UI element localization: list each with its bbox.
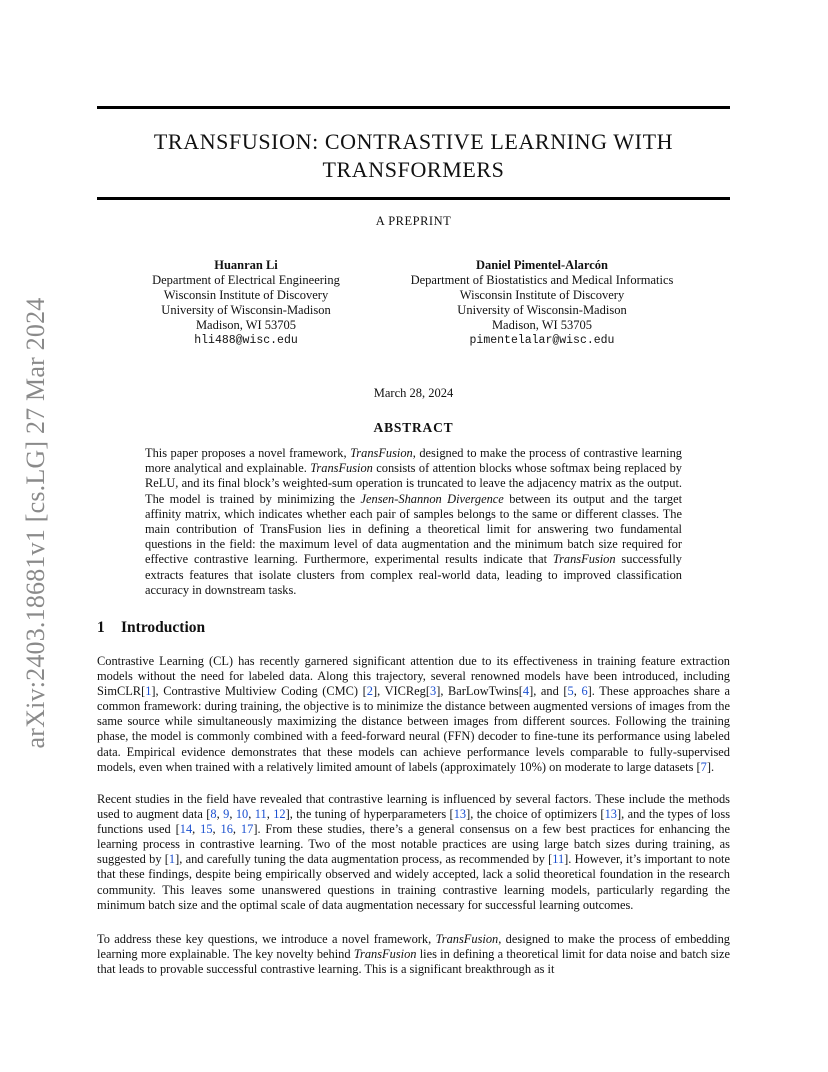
section-number: 1 [97,619,105,636]
citation-link[interactable]: 13 [453,807,467,822]
intro-paragraph-2: Recent studies in the field have revealed that contrastive learning is influenced by several factors. These include the methods used to augment data [8, 9, 10, 11, 12], the tuning of hyperparameters [13], the choice of optimizers [13], and the types of loss functions used [14, 15, 16, 17]. From these studies, there’s a general consensus on a few best practices for enhancing the learning process in contrastive learning. Two of the most notable practices are using large batch sizes during training, as suggested by [1], and carefully tuning the data augmentation process, as recommended by [11]. However, it’s important to note that these findings, despite being empirically observed and widely accepted, lack a solid theoretical foundation in the research community. This leaves some unanswered questions in training contrastive learning models, particularly regarding the minimum batch size and the optimal scale of data augmentation necessary for successful learning outcomes. [97,792,731,912]
author-institute: Wisconsin Institute of Discovery [459,288,625,302]
title-rule-bottom [97,197,730,200]
intro-paragraph-1: Contrastive Learning (CL) has recently garnered significant attention due to its effectiveness in training feature extraction models without the need for labeled data. Along this trajectory, several renowned models have been introduced, including SimCLR[1], Contrastive Multiview Coding (CMC) [2], VICReg[3], BarLowTwins[4], and [5, 6]. These approaches share a common framework: during training, the objective is to minimize the distance between augmented versions of images from the same source while simultaneously maximizing the distance between images from different sources. Following the training phase, the model is commonly combined with a feed-forward neural (FFN) decoder to fine-tune its performance using labeled data. Empirical evidence demonstrates that these models can achieve performance levels comparable to fully-supervised models, even when trained with a relatively limited amount of labels (approximately 10%) on moderate to large datasets [7]. [97,654,730,774]
intro-paragraph-3: To address these key questions, we introduce a novel framework, TransFusion, designed to make the process of embedding learning more explainable. The key novelty behind TransFusion lies in defining a theoretical limit for data noise and batch size that leads to provable successful contrastive learning. This is a significant breakthrough as it [97,932,730,977]
author-name: Daniel Pimentel-Alarcón [475,258,609,272]
section-title: Introduction [121,619,206,636]
author-address: Madison, WI 53705 [491,318,593,332]
citation-link[interactable]: 10 [235,807,249,822]
citation-link[interactable]: 9 [223,807,230,822]
publication-date: March 28, 2024 [373,386,454,400]
author-block-2 [392,258,692,348]
title-line-2: TRANSFORMERS [322,157,505,182]
author-email[interactable]: pimentelalar@wisc.edu [469,334,615,347]
citation-link[interactable]: 15 [200,822,213,837]
author-department: Department of Electrical Engineering [152,273,340,287]
citation-link[interactable]: 17 [240,822,254,837]
author-university: University of Wisconsin-Madison [161,303,331,317]
preprint-label: A PREPRINT [375,214,452,228]
citation-link[interactable]: 2 [366,684,373,699]
citation-link[interactable]: 12 [273,807,286,822]
citation-link[interactable]: 16 [220,822,233,837]
citation-link[interactable]: 13 [604,807,617,822]
author-department: Department of Biostatistics and Medical Informatics [410,273,674,287]
citation-link[interactable]: 11 [552,852,565,867]
title-rule-top [97,106,730,109]
arxiv-sidebar [14,288,58,758]
citation-link[interactable]: 3 [430,684,437,699]
citation-link[interactable]: 5 [567,684,574,699]
author-name: Huanran Li [214,258,278,272]
author-institute: Wisconsin Institute of Discovery [163,288,329,302]
arxiv-identifier: arXiv:2403.18681v1 [cs.LG] 27 Mar 2024 [21,297,50,749]
citation-link[interactable]: 7 [700,759,707,774]
abstract-body: This paper proposes a novel framework, TransFusion, designed to make the process of contrastive learning more analytical and explainable. TransFusion consists of attention blocks whose softmax being replaced by ReLU, and its final block’s weighted-sum operation is truncated to leave the adjacency matrix as the output. The model is trained by minimizing the Jensen-Shannon Divergence between its output and the target affinity matrix, which indicates whether each pair of samples belongs to the same or different classes. The main contribution of TransFusion lies in defining a theoretical limit for answering two fundamental questions in the field: the maximum level of data augmentation and the minimum batch size required for effective contrastive learning. Furthermore, experimental results indicate that TransFusion successfully extracts features that isolate clusters from complex real-world data, leading to improved classification accuracy in downstream tasks. [145,446,683,597]
author-email[interactable]: hli488@wisc.edu [194,334,298,347]
citation-link[interactable]: 4 [522,684,530,699]
citation-link[interactable]: 6 [581,684,588,699]
section-heading-introduction [97,619,205,637]
citation-link[interactable]: 11 [254,807,267,822]
author-university: University of Wisconsin-Madison [457,303,627,317]
citation-link[interactable]: 1 [168,852,176,867]
citation-link[interactable]: 14 [179,822,193,837]
citation-link[interactable]: 8 [210,807,217,822]
paper-title [97,128,730,184]
author-address: Madison, WI 53705 [195,318,297,332]
title-line-1: TRANSFUSION: CONTRASTIVE LEARNING WITH [153,129,674,154]
abstract-heading: ABSTRACT [373,420,454,435]
author-block-1 [130,258,362,348]
citation-link[interactable]: 1 [145,684,152,699]
